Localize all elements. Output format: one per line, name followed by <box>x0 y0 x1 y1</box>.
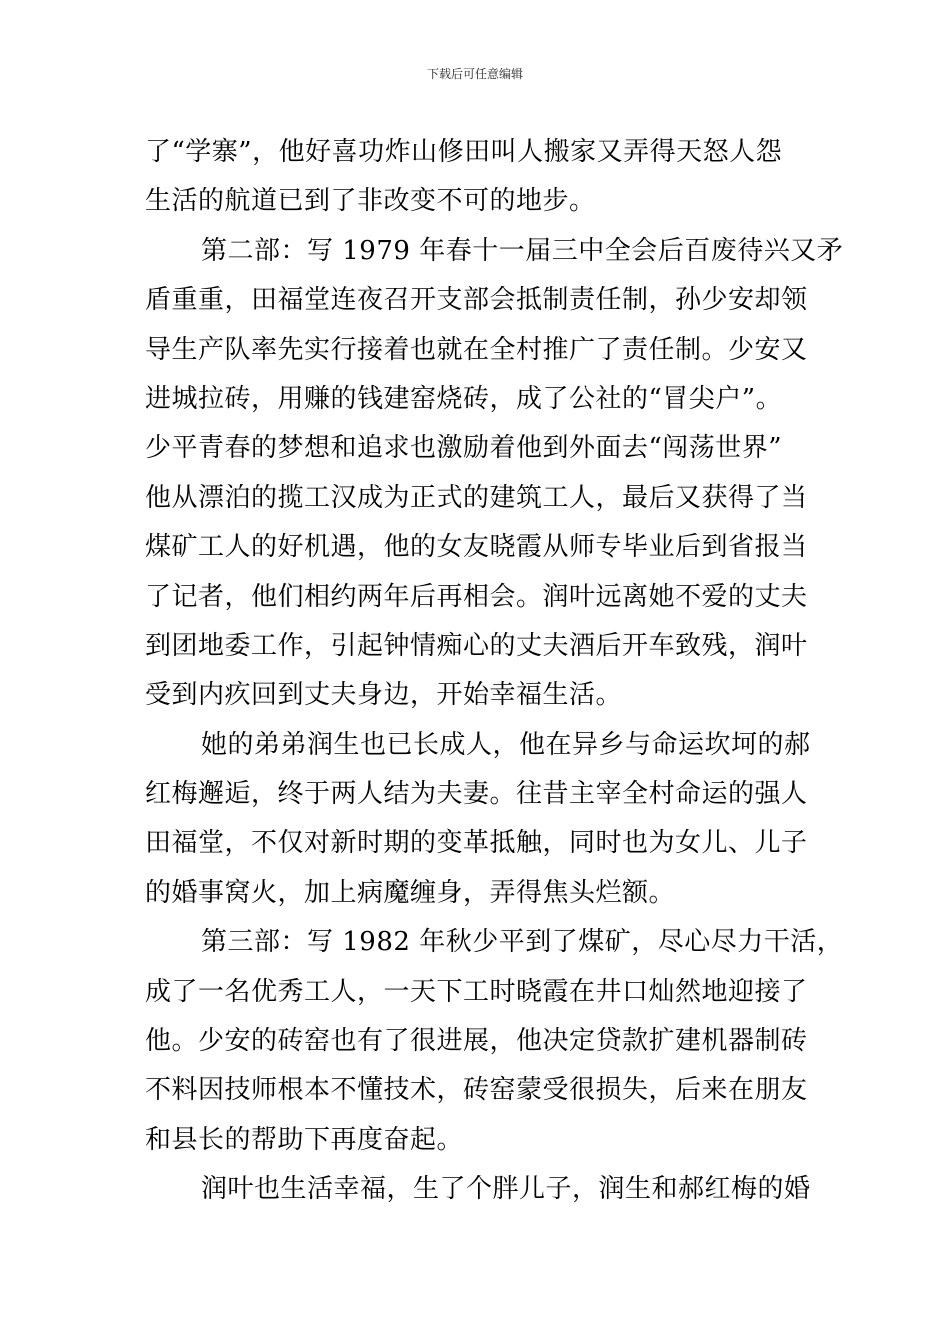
paragraph-start-line: 第三部：写 1982 年秋少平到了煤矿，尽心尽力干活， <box>201 927 844 958</box>
text-line: 受到内疚回到丈夫身边，开始幸福生活。 <box>145 680 623 711</box>
text-line: 导生产队率先实行接着也就在全村推广了责任制。少安又 <box>145 334 808 365</box>
text-line: 生活的航道已到了非改变不可的地步。 <box>145 186 596 217</box>
text-line: 田福堂，不仅对新时期的变革抵触，同时也为女儿、儿子 <box>145 828 808 859</box>
text-line: 他。少安的砖窑也有了很进展，他决定贷款扩建机器制砖 <box>145 1026 808 1057</box>
paragraph-start-line: 她的弟弟润生也已长成人，他在异乡与命运坎坷的郝 <box>201 729 811 760</box>
paragraph-start-line: 润叶也生活幸福，生了个胖儿子，润生和郝红梅的婚 <box>201 1174 811 1205</box>
text-line: 的婚事窝火，加上病魔缠身，弄得焦头烂额。 <box>145 877 676 908</box>
text-line: 和县长的帮助下再度奋起。 <box>145 1124 464 1155</box>
text-line: 不料因技师根本不懂技术，砖窑蒙受很损失，后来在朋友 <box>145 1075 808 1106</box>
text-line: 进城拉砖，用赚的钱建窑烧砖，成了公社的“冒尖户”。 <box>145 383 783 414</box>
text-line: 了“学寨”，他好喜功炸山修田叫人搬家又弄得天怒人怨 <box>145 137 783 167</box>
text-line: 他从漂泊的揽工汉成为正式的建筑工人，最后又获得了当 <box>145 482 808 513</box>
text-line: 红梅邂逅，终于两人结为夫妻。往昔主宰全村命运的强人 <box>145 779 808 810</box>
paragraph-start-line: 第二部：写 1979 年春十一届三中全会后百废待兴又矛 <box>201 235 844 266</box>
text-line: 到团地委工作，引起钟情痴心的丈夫酒后开车致残，润叶 <box>145 630 808 661</box>
text-line: 盾重重，田福堂连夜召开支部会抵制责任制，孙少安却领 <box>145 285 808 316</box>
text-line: 了记者，他们相约两年后再相会。润叶远离她不爱的丈夫 <box>145 581 808 612</box>
page-header: 下载后可任意编辑 <box>426 67 523 81</box>
text-line: 煤矿工人的好机遇，他的女友晓霞从师专毕业后到省报当 <box>145 532 808 563</box>
text-line: 少平青春的梦想和追求也激励着他到外面去“闯荡世界” <box>145 433 783 464</box>
text-line: 成了一名优秀工人，一天下工时晓霞在井口灿然地迎接了 <box>145 976 808 1007</box>
document-body <box>145 128 844 1215</box>
